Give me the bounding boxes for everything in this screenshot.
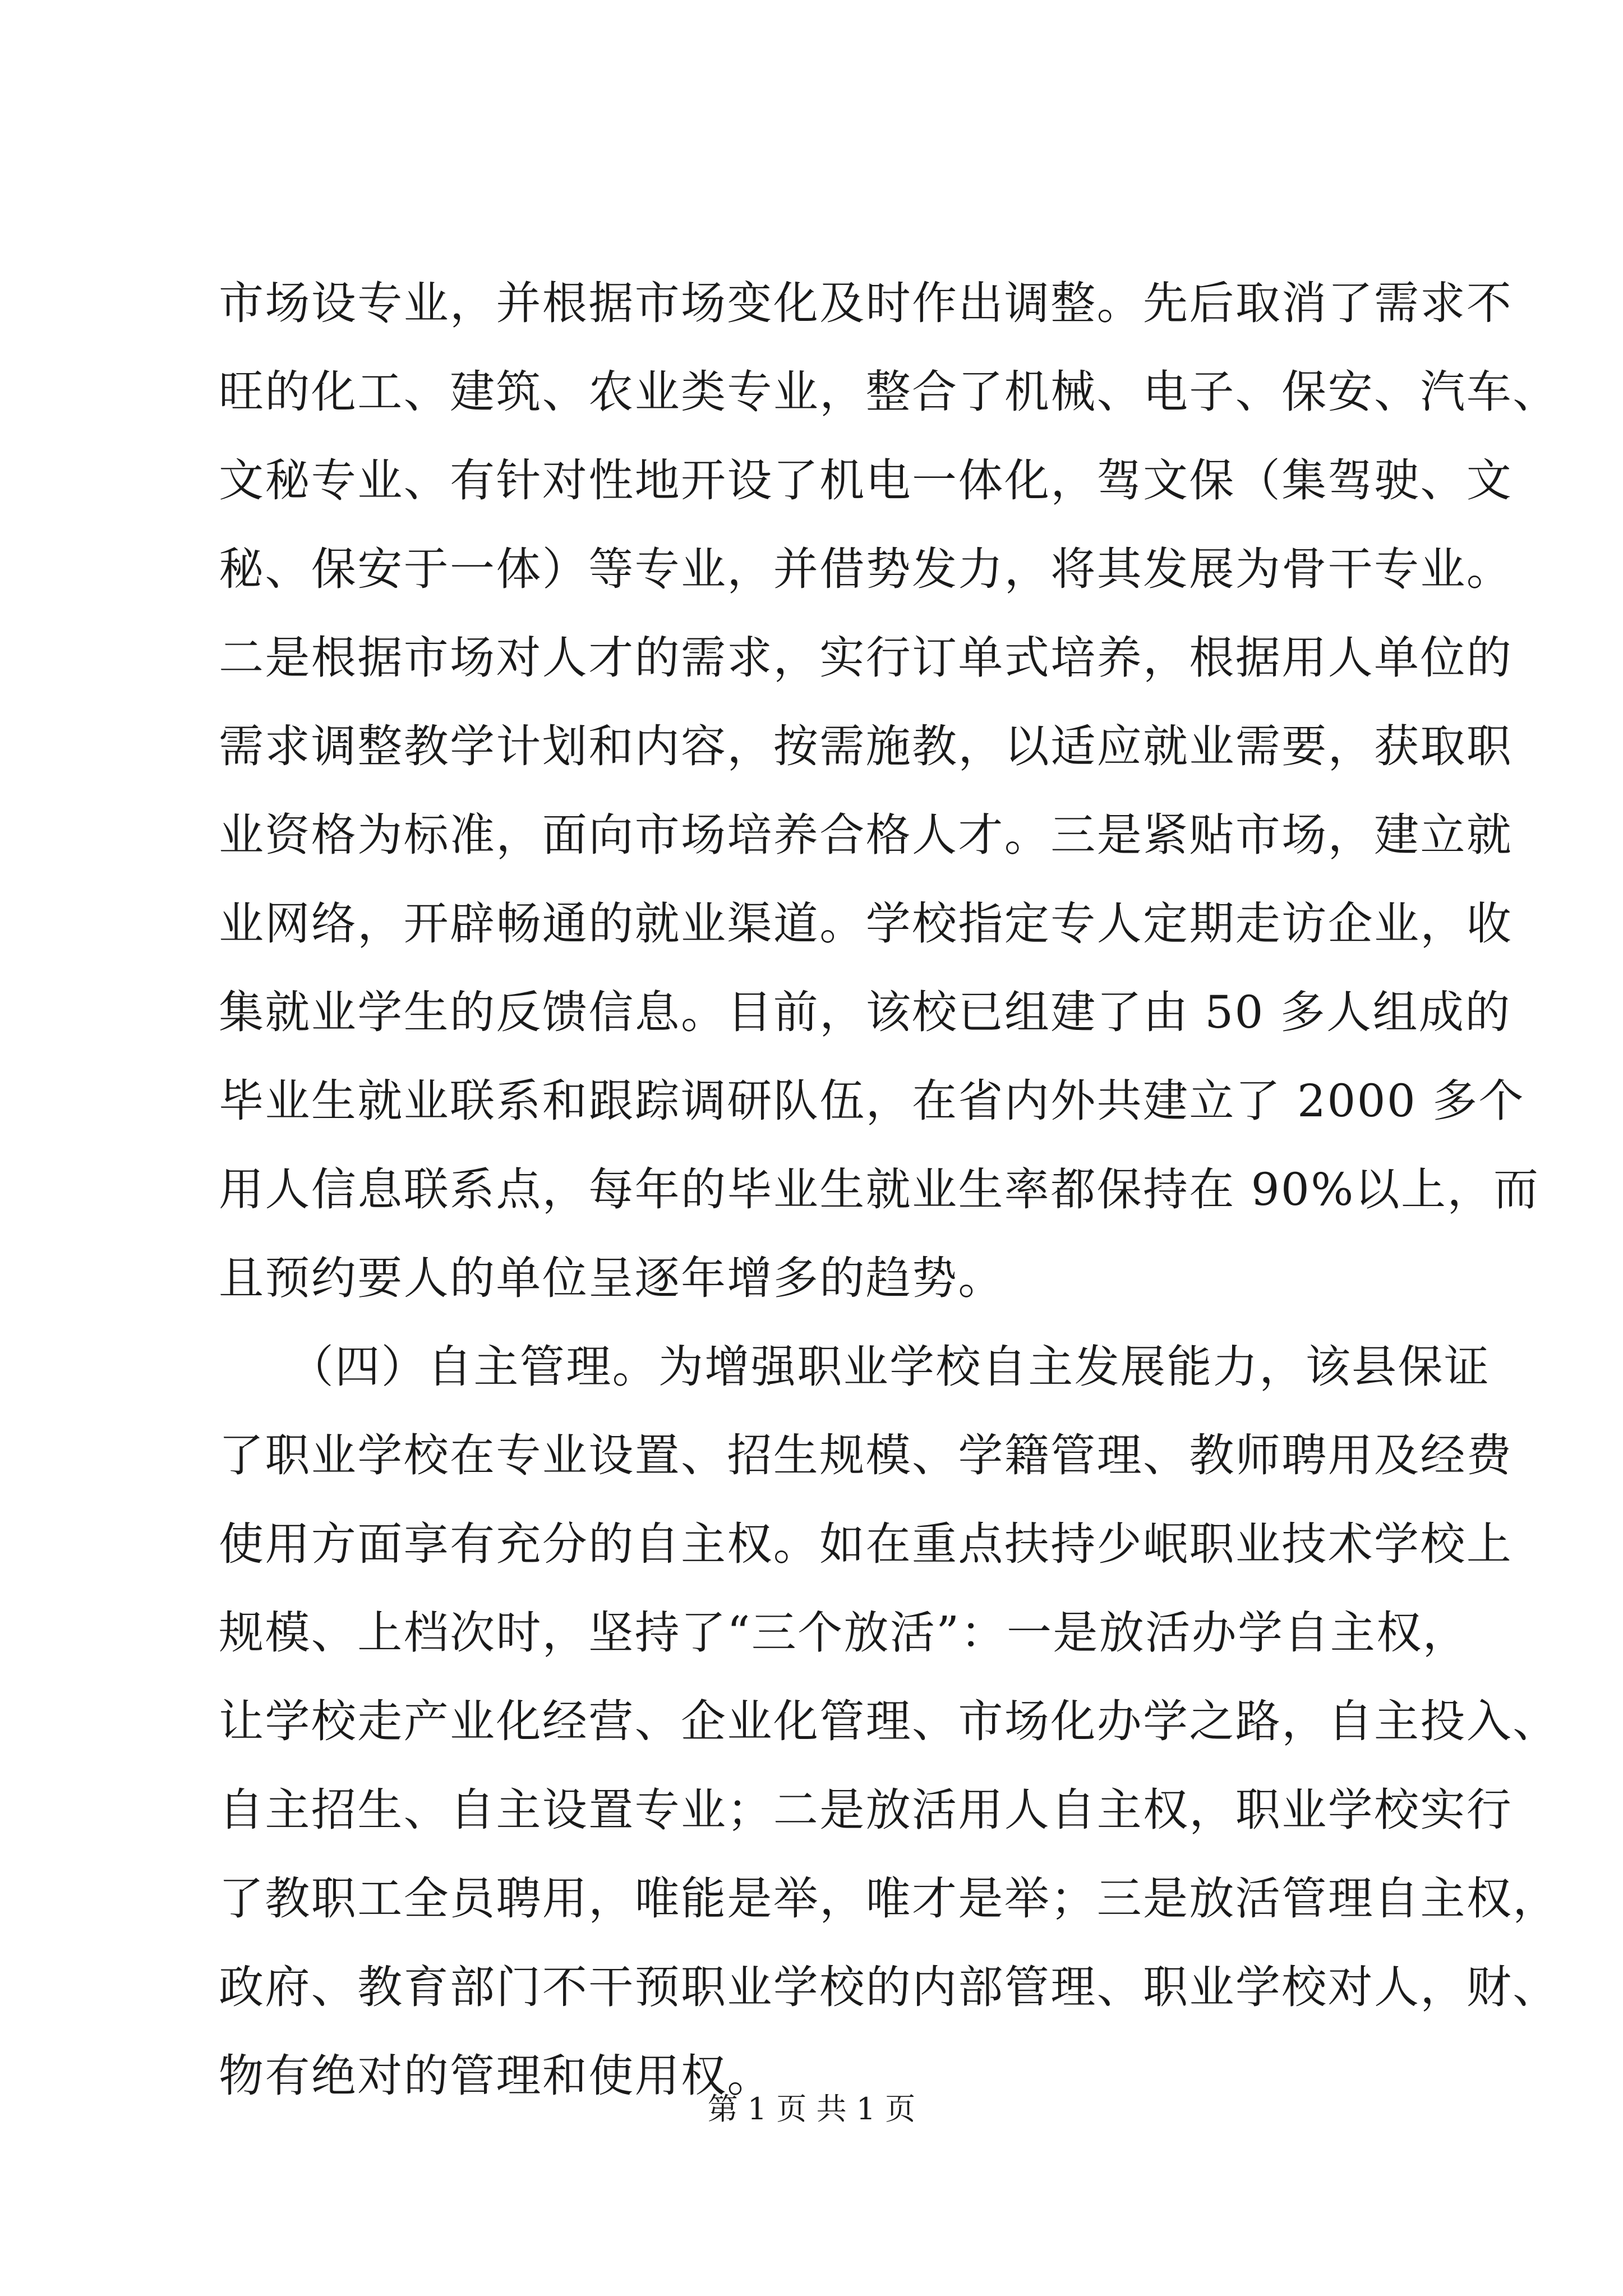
body-text [219,259,1559,2120]
text-line: 使用方面享有充分的自主权。如在重点扶持少岷职业技术学校上 [219,1518,1513,1570]
text-line: 规模、上档次时，坚持了“三个放活”：一是放活办学自主权， [219,1607,1469,1659]
text-line: 二是根据市场对人才的需求，实行订单式培养，根据用人单位的 [219,632,1513,684]
text-line: 且预约要人的单位呈逐年增多的趋势。 [219,1252,1004,1304]
text-line: （四）自主管理。为增强职业学校自主发展能力，该县保证 [219,1341,1491,1393]
text-line: 物有绝对的管理和使用权。 [219,2050,773,2102]
text-line: 让学校走产业化经营、企业化管理、市场化办学之路，自主投入、 [219,1695,1559,1747]
text-line: 需求调整教学计划和内容，按需施教，以适应就业需要，获取职 [219,720,1513,772]
page-footer: 第 1 页 共 1 页 [707,2091,916,2127]
text-line: 市场设专业，并根据市场变化及时作出调整。先后取消了需求不 [219,277,1513,329]
text-line: 用人信息联系点，每年的毕业生就业生率都保持在 90%以上，而 [219,1163,1540,1216]
text-line: 毕业生就业联系和跟踪调研队伍，在省内外共建立了 2000 多个 [219,1075,1525,1127]
text-line: 集就业学生的反馈信息。目前，该校已组建了由 50 多人组成的 [219,986,1511,1038]
text-line: 业网络，开辟畅通的就业渠道。学校指定专人定期走访企业，收 [219,898,1513,950]
text-line: 文秘专业、有针对性地开设了机电一体化，驾文保（集驾驶、文 [219,454,1513,507]
text-line: 旺的化工、建筑、农业类专业，整合了机械、电子、保安、汽车、 [219,366,1559,418]
text-line: 自主招生、自主设置专业；二是放活用人自主权，职业学校实行 [219,1784,1513,1836]
text-line: 业资格为标准，面向市场培养合格人才。三是紧贴市场，建立就 [219,809,1513,861]
text-line: 政府、教育部门不干预职业学校的内部管理、职业学校对人，财、 [219,1961,1559,2013]
text-line: 了教职工全员聘用，唯能是举，唯才是举；三是放活管理自主权， [219,1872,1559,1925]
text-line: 了职业学校在专业设置、招生规模、学籍管理、教师聘用及经费 [219,1429,1513,1481]
text-line: 秘、保安于一体）等专业，并借势发力，将其发展为骨干专业。 [219,543,1513,595]
